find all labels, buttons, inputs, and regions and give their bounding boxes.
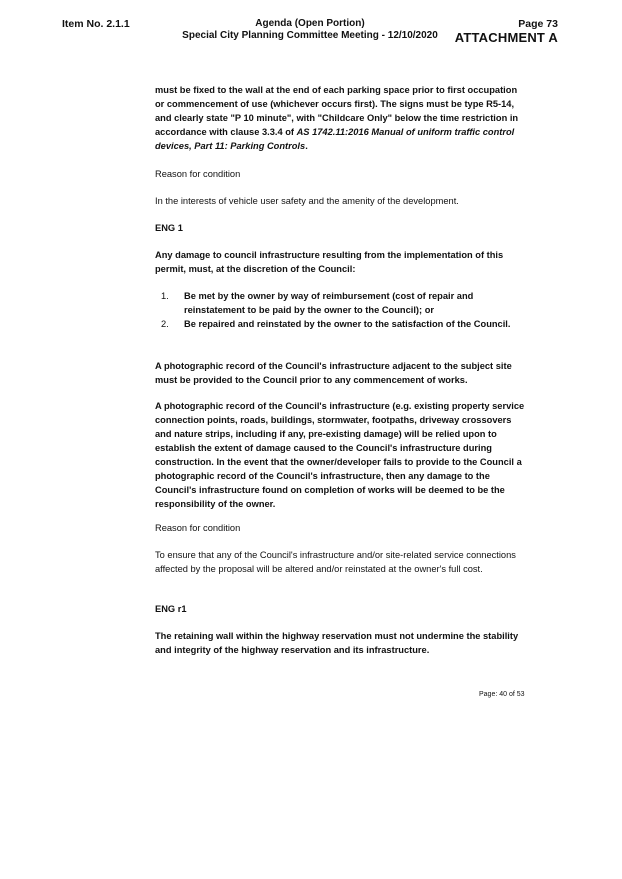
engr1-text: The retaining wall within the highway reservation must not undermine the stability and integrity of the highway reservation and its infrastructure. <box>155 631 519 655</box>
signage-text-end: . <box>305 141 308 151</box>
eng1-paragraph-2: A photographic record of the Council's infrastructure adjacent to the subject site must be provided to the Council prior to any commencement of works. <box>155 361 512 385</box>
reason-heading-1: Reason for condition <box>155 169 241 179</box>
eng1-heading: ENG 1 <box>155 223 183 233</box>
item-number: Item No. 2.1.1 <box>62 18 130 30</box>
agenda-header <box>150 18 470 42</box>
list-item <box>155 289 527 317</box>
list-number: 1. <box>161 291 169 301</box>
signage-text: must be fixed to the wall at the end of each parking space prior to first occupation or commencement of use (whichever occurs first). The signs must be type R5-14, and clearly state "P 10 minute", with "Childcare Only" below the time restriction in accordance with clause 3.3.4 of <box>155 85 519 137</box>
standard-reference: AS 1742.11:2016 Manual of uniform traffic control devices, Part 11: Parking Controls <box>155 127 515 151</box>
reason-text-2: To ensure that any of the Council's infrastructure and/or site-related service connections affected by the proposal will be altered and/or reinstated at the owner's full cost. <box>155 550 516 574</box>
reason-text-1: In the interests of vehicle user safety and the amenity of the development. <box>155 196 459 206</box>
list-item <box>155 317 527 345</box>
page-footer: Page: 40 of 53 <box>479 691 525 698</box>
reason-heading-2: Reason for condition <box>155 523 241 533</box>
engr1-heading: ENG r1 <box>155 604 187 614</box>
meeting-title: Special City Planning Committee Meeting - 12/10/2020 <box>182 30 438 41</box>
attachment-label: ATTACHMENT A <box>454 30 558 45</box>
list-number: 2. <box>161 319 169 329</box>
page-number-header: Page 73 <box>518 18 558 30</box>
page-header-right <box>455 18 558 44</box>
signage-paragraph <box>155 83 527 153</box>
eng1-paragraph-3: A photographic record of the Council's infrastructure (e.g. existing property service connection points, roads, buildings, stormwater, footpaths, driveway crossovers and nature strips, including if any, pre-existing damage) will be relied upon to establish the extent of damage caused to the Council's infrastructure during construction. In the event that the owner/developer fails to provide to the Council a photographic record of the Council's infrastructure, then any damage to the Council's infrastructure found on completion of works will be deemed to be the responsibility of the owner. <box>155 401 525 509</box>
agenda-title: Agenda (Open Portion) <box>255 18 365 29</box>
list-text: Be met by the owner by way of reimbursement (cost of repair and reinstatement to be paid by the owner to the Council); or <box>184 291 474 315</box>
eng1-intro: Any damage to council infrastructure resulting from the implementation of this permit, must, at the discretion of the Council: <box>155 250 504 274</box>
list-text: Be repaired and reinstated by the owner to the satisfaction of the Council. <box>184 319 511 329</box>
